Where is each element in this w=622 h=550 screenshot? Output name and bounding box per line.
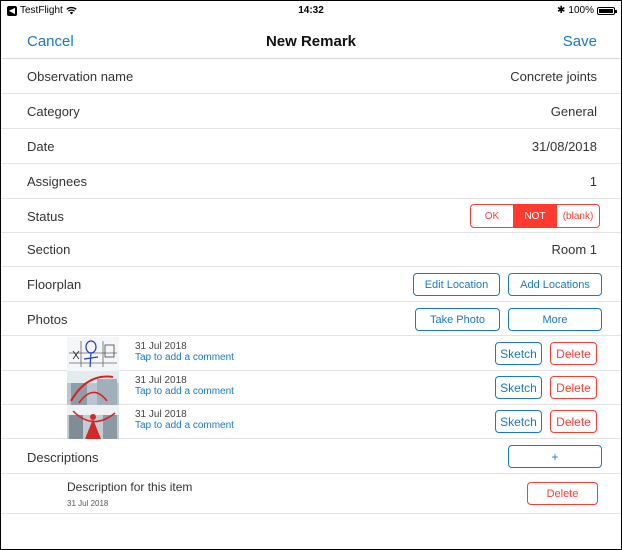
category-value[interactable]: General	[550, 104, 597, 119]
status-right	[557, 5, 615, 16]
category-label: Category	[27, 104, 80, 119]
date-label: Date	[27, 139, 55, 154]
photo-date: 31 Jul 2018	[135, 409, 187, 420]
photo-list-item[interactable]	[1, 371, 621, 405]
add-description-button[interactable]: +	[508, 445, 602, 468]
descriptions-label: Descriptions	[27, 450, 99, 465]
description-title[interactable]: Description for this item	[67, 480, 193, 494]
battery-icon	[597, 7, 615, 15]
site-photo-image	[67, 405, 119, 439]
description-date: 31 Jul 2018	[67, 499, 109, 508]
observation-name-value[interactable]: Concrete joints	[510, 69, 597, 84]
observation-name-label: Observation name	[27, 69, 134, 84]
status-option-ok[interactable]: OK	[484, 210, 500, 222]
back-app-name[interactable]: TestFlight	[20, 5, 63, 16]
photo-list-item[interactable]	[1, 405, 621, 439]
more-button[interactable]: More	[508, 308, 602, 331]
delete-photo-button[interactable]: Delete	[550, 410, 597, 433]
description-list-item[interactable]	[1, 474, 621, 514]
save-button[interactable]: Save	[562, 33, 597, 50]
status-label: Status	[27, 209, 64, 224]
back-to-app-icon[interactable]: ◀	[8, 5, 16, 15]
photos-label: Photos	[27, 312, 68, 327]
date-row[interactable]	[1, 129, 621, 164]
status-option-not[interactable]: NOT	[513, 205, 556, 227]
section-value[interactable]: Room 1	[551, 242, 597, 257]
assignees-row[interactable]	[1, 164, 621, 199]
photo-thumbnail-site[interactable]	[67, 405, 119, 439]
status-row	[1, 199, 621, 233]
take-photo-button[interactable]: Take Photo	[415, 308, 500, 331]
photo-date: 31 Jul 2018	[135, 341, 187, 352]
status-option-blank[interactable]: (blank)	[556, 205, 599, 227]
bluetooth-icon: ✱	[557, 5, 566, 16]
navigation-bar	[1, 23, 621, 59]
sketch-button[interactable]: Sketch	[495, 410, 542, 433]
status-time: 14:32	[298, 5, 324, 16]
assignees-label: Assignees	[27, 174, 87, 189]
photo-list-item[interactable]	[1, 337, 621, 371]
observation-name-row[interactable]	[1, 60, 621, 94]
delete-photo-button[interactable]: Delete	[550, 376, 597, 399]
delete-photo-button[interactable]: Delete	[550, 342, 597, 365]
descriptions-row	[1, 440, 621, 474]
sketch-button[interactable]: Sketch	[495, 342, 542, 365]
photo-thumbnail-site[interactable]	[67, 371, 119, 405]
delete-description-button[interactable]: Delete	[527, 482, 598, 505]
section-row[interactable]	[1, 233, 621, 267]
section-label: Section	[27, 242, 71, 257]
assignees-value[interactable]: 1	[589, 174, 597, 189]
floorplan-sketch-image	[67, 337, 119, 371]
date-value[interactable]: 31/08/2018	[531, 139, 597, 154]
photo-thumbnail-sketch[interactable]	[67, 337, 119, 371]
status-segmented-control[interactable]	[470, 204, 600, 228]
add-comment-link[interactable]: Tap to add a comment	[135, 420, 234, 431]
add-comment-link[interactable]: Tap to add a comment	[135, 386, 234, 397]
photos-row	[1, 302, 621, 336]
category-row[interactable]	[1, 94, 621, 129]
sketch-button[interactable]: Sketch	[495, 376, 542, 399]
add-comment-link[interactable]: Tap to add a comment	[135, 352, 234, 363]
page-title: New Remark	[265, 33, 357, 50]
floorplan-row	[1, 267, 621, 302]
site-photo-image	[67, 371, 119, 405]
status-bar	[1, 1, 621, 21]
battery-percent: 100%	[568, 5, 594, 16]
add-locations-button[interactable]: Add Locations	[508, 273, 602, 296]
edit-location-button[interactable]: Edit Location	[413, 273, 500, 296]
photo-date: 31 Jul 2018	[135, 375, 187, 386]
cancel-button[interactable]: Cancel	[27, 33, 74, 50]
floorplan-label: Floorplan	[27, 277, 82, 292]
